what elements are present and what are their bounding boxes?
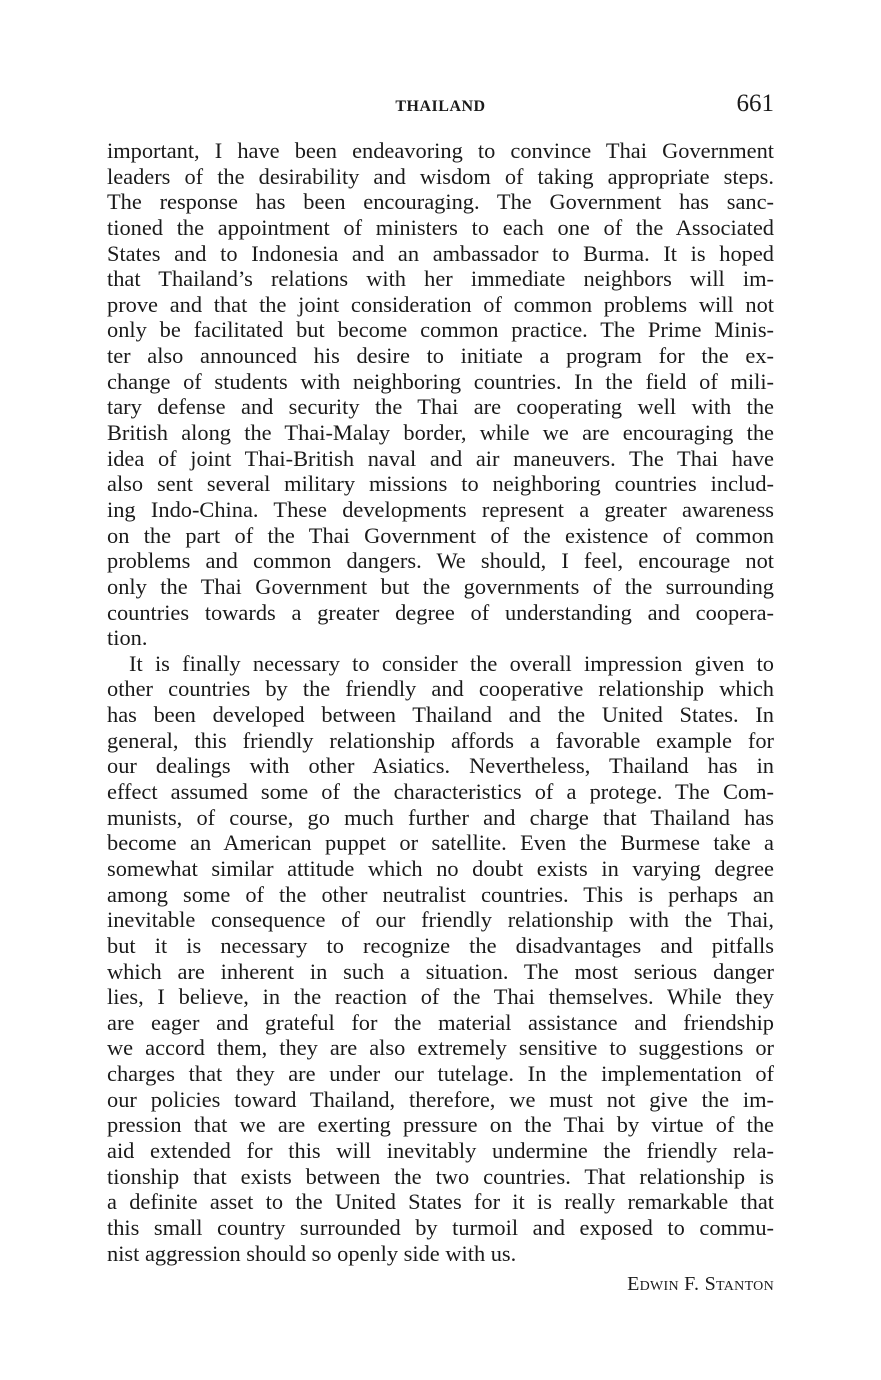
text-line: we accord them, they are also extremely sensitive to suggestions or — [107, 1035, 774, 1061]
text-line: countries towards a greater degree of understanding and coopera- — [107, 599, 774, 625]
page-number: 661 — [736, 90, 774, 117]
text-line: among some of the other neutralist countries. This is perhaps an — [107, 881, 774, 907]
text-line: British along the Thai-Malay border, while we are encouraging the — [107, 420, 774, 446]
text-line: only be facilitated but become common practice. The Prime Minis- — [107, 317, 774, 343]
paragraph — [107, 138, 774, 651]
paragraph — [107, 651, 774, 1266]
text-line: It is finally necessary to consider the overall impression given to — [129, 650, 774, 676]
text-line: problems and common dangers. We should, I feel, encourage not — [107, 548, 774, 574]
text-line: tionship that exists between the two countries. That relationship is — [107, 1163, 774, 1189]
text-line: that Thailand’s relations with her immediate neighbors will im- — [107, 266, 774, 292]
text-line: ing Indo-China. These developments represent a greater awareness — [107, 496, 774, 522]
text-line: inevitable consequence of our friendly relationship with the Thai, — [107, 907, 774, 933]
text-line: The response has been encouraging. The Government has sanc- — [107, 189, 774, 215]
text-line: charges that they are under our tutelage. In the implementation of — [107, 1061, 774, 1087]
text-line: on the part of the Thai Government of the existence of common — [107, 522, 774, 548]
text-line: change of students with neighboring countries. In the field of mili- — [107, 368, 774, 394]
text-line: leaders of the desirability and wisdom of taking appropriate steps. — [107, 163, 774, 189]
text-line: other countries by the friendly and cooperative relationship which — [107, 676, 774, 702]
text-line: States and to Indonesia and an ambassador to Burma. It is hoped — [107, 240, 774, 266]
body-text — [107, 138, 774, 1300]
text-line: tioned the appointment of ministers to each one of the Associated — [107, 214, 774, 240]
text-line: idea of joint Thai-British naval and air maneuvers. The Thai have — [107, 445, 774, 471]
text-line: aid extended for this will inevitably undermine the friendly rela- — [107, 1137, 774, 1163]
text-line: this small country surrounded by turmoil and exposed to commu- — [107, 1214, 774, 1240]
text-line: which are inherent in such a situation. The most serious danger — [107, 958, 774, 984]
text-line: pression that we are exerting pressure on the Thai by virtue of the — [107, 1112, 774, 1138]
text-line: important, I have been endeavoring to convince Thai Government — [107, 138, 774, 163]
text-line: munists, of course, go much further and charge that Thailand has — [107, 804, 774, 830]
text-line: general, this friendly relationship affords a favorable example for — [107, 727, 774, 753]
text-line: prove and that the joint consideration of common problems will not — [107, 291, 774, 317]
text-line: has been developed between Thailand and the United States. In — [107, 702, 774, 728]
text-line: effect assumed some of the characteristics of a protege. The Com- — [107, 779, 774, 805]
text-line: nist aggression should so openly side with us. — [107, 1240, 517, 1266]
text-line: only the Thai Government but the governments of the surrounding — [107, 573, 774, 599]
text-line: but it is necessary to recognize the disadvantages and pitfalls — [107, 932, 774, 958]
text-line: our dealings with other Asiatics. Nevertheless, Thailand has in — [107, 753, 774, 779]
running-title: THAILAND — [395, 98, 486, 115]
running-head — [107, 90, 774, 124]
text-line: become an American puppet or satellite. Even the Burmese take a — [107, 830, 774, 856]
text-line: lies, I believe, in the reaction of the Thai themselves. While they — [107, 984, 774, 1010]
text-line: our policies toward Thailand, therefore, we must not give the im- — [107, 1086, 774, 1112]
author-signature: Edwin F. Stanton — [627, 1273, 774, 1296]
text-line: somewhat similar attitude which no doubt exists in varying degree — [107, 855, 774, 881]
text-line: also sent several military missions to neighboring countries includ- — [107, 471, 774, 497]
text-line: tion. — [107, 625, 148, 651]
text-line: are eager and grateful for the material assistance and friendship — [107, 1009, 774, 1035]
text-line: ter also announced his desire to initiate a program for the ex- — [107, 343, 774, 369]
text-line: tary defense and security the Thai are cooperating well with the — [107, 394, 774, 420]
text-line: a definite asset to the United States for it is really remarkable that — [107, 1189, 774, 1215]
